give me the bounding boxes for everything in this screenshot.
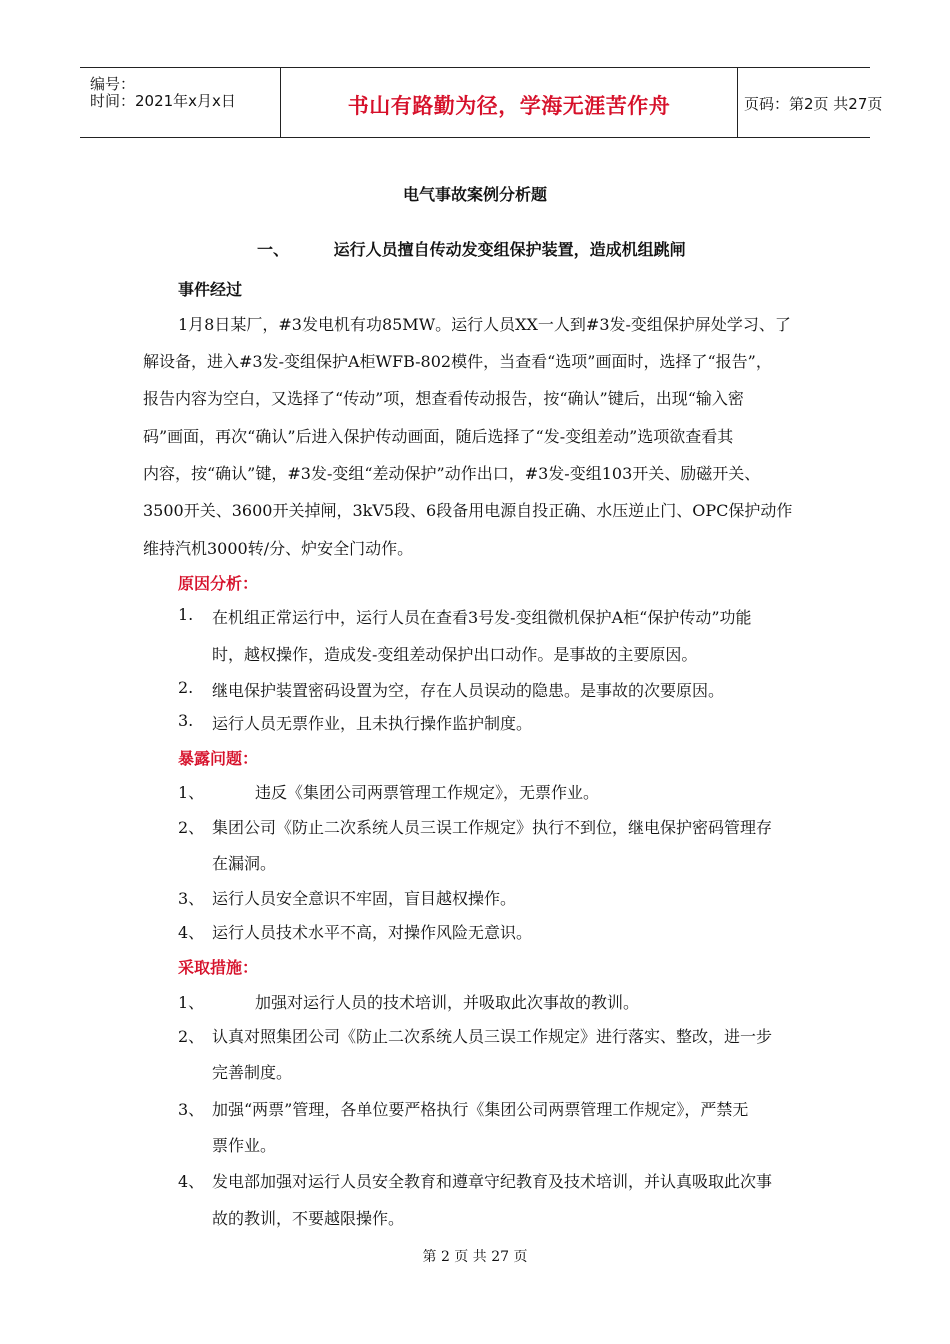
measure-item-number: 1、 <box>178 993 205 1012</box>
problem-item-text: 在漏洞。 <box>212 854 277 873</box>
problem-item-number: 1、 <box>178 783 205 802</box>
measure-item-number: 4、 <box>178 1172 205 1191</box>
event-line: 码”画面，再次“确认”后进入保护传动画面，随后选择了“发-变组差动”选项欲查看其 <box>143 427 734 446</box>
header-motto: 书山有路勤为径，学海无涯苦作舟 <box>347 94 671 118</box>
measure-item-text: 票作业。 <box>212 1136 277 1155</box>
measure-item-text: 加强对运行人员的技术培训，并吸取此次事故的教训。 <box>255 993 640 1012</box>
event-line: 报告内容为空白，又选择了“传动”项，想查看传动报告，按“确认”键后，出现“输入密 <box>143 389 744 408</box>
cause-heading: 原因分析： <box>178 574 259 593</box>
event-line: 维持汽机3000转/分、炉安全门动作。 <box>143 539 414 558</box>
measure-heading: 采取措施： <box>178 958 259 977</box>
document-title: 电气事故案例分析题 <box>402 185 547 204</box>
header-page-info: 页码：第2页 共27页 <box>744 95 883 113</box>
measure-item-text: 发电部加强对运行人员安全教育和遵章守纪教育及技术培训，并认真吸取此次事 <box>212 1172 773 1191</box>
header-date: 时间：2021年x月x日 <box>90 92 236 110</box>
page-header <box>80 67 883 138</box>
page-footer: 第 2 页 共 27 页 <box>422 1249 528 1265</box>
cause-item-number: 2. <box>178 678 194 697</box>
serial-number-label: 编号： <box>90 75 136 93</box>
event-line: 3500开关、3600开关掉闸，3kV5段、6段备用电源自投正确、水压逆止门、OPC保护动作 <box>143 501 793 520</box>
header-motto-cell <box>280 68 738 137</box>
problem-item-number: 4、 <box>178 923 205 942</box>
event-line: 解设备，进入#3发-变组保护A柜WFB-802模件，当查看“选项”画面时，选择了“报告”， <box>143 352 772 371</box>
measure-item-text: 故的教训，不要越限操作。 <box>212 1209 405 1228</box>
measure-item-text: 认真对照集团公司《防止二次系统人员三误工作规定》进行落实、整改，进一步 <box>212 1027 773 1046</box>
header-page-cell <box>736 68 883 137</box>
cause-item-text: 时，越权操作，造成发-变组差动保护出口动作。是事故的主要原因。 <box>212 645 698 664</box>
cause-item-text: 继电保护装置密码设置为空，存在人员误动的隐患。是事故的次要原因。 <box>212 681 725 700</box>
event-line: 1月8日某厂，#3发电机有功85MW。运行人员XX一人到#3发-变组保护屏处学习、了 <box>178 315 791 334</box>
measure-item-number: 3、 <box>178 1100 205 1119</box>
cause-item-text: 在机组正常运行中，运行人员在查看3号发-变组微机保护A柜“保护传动”功能 <box>212 608 752 627</box>
measure-item-text: 加强“两票”管理，各单位要严格执行《集团公司两票管理工作规定》，严禁无 <box>212 1100 749 1119</box>
cause-item-text: 运行人员无票作业，且未执行操作监护制度。 <box>212 714 533 733</box>
event-line: 内容，按“确认”键，#3发-变组“差动保护”动作出口，#3发-变组103开关、励磁开关、 <box>143 464 761 483</box>
problem-item-text: 运行人员安全意识不牢固，盲目越权操作。 <box>212 889 517 908</box>
measure-item-number: 2、 <box>178 1027 205 1046</box>
problem-heading: 暴露问题： <box>178 749 259 768</box>
measure-item-text: 完善制度。 <box>212 1063 293 1082</box>
problem-item-text: 违反《集团公司两票管理工作规定》，无票作业。 <box>255 783 600 802</box>
problem-item-number: 2、 <box>178 818 205 837</box>
section-heading: 一、 运行人员擅自传动发变组保护装置，造成机组跳闸 <box>257 240 686 259</box>
cause-item-number: 3. <box>178 711 194 730</box>
problem-item-number: 3、 <box>178 889 205 908</box>
cause-item-number: 1. <box>178 605 194 624</box>
event-heading: 事件经过 <box>178 280 243 299</box>
problem-item-text: 运行人员技术水平不高，对操作风险无意识。 <box>212 923 533 942</box>
problem-item-text: 集团公司《防止二次系统人员三误工作规定》执行不到位，继电保护密码管理存 <box>212 818 773 837</box>
header-left-cell <box>80 68 280 137</box>
